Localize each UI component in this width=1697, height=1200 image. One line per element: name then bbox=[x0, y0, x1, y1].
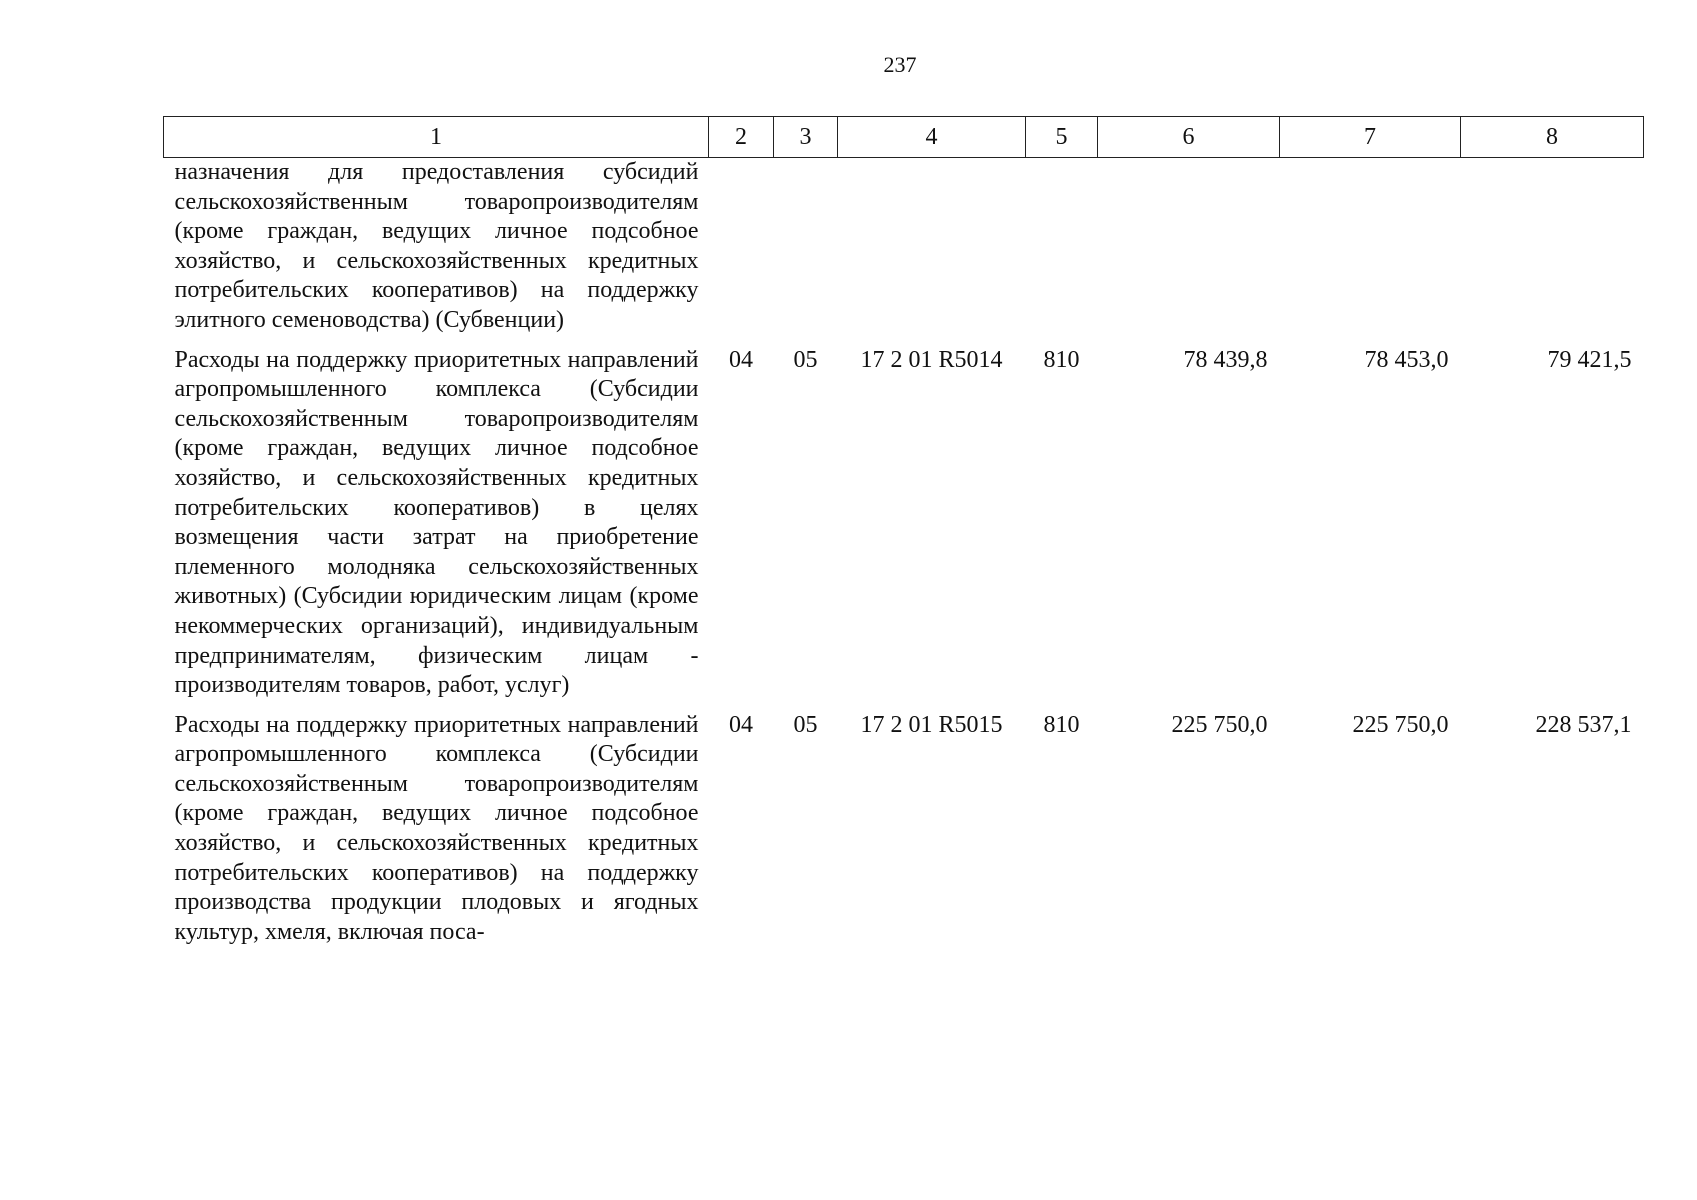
row-amount-col7 bbox=[1280, 158, 1461, 336]
row-expense-type bbox=[1026, 158, 1098, 336]
row-expense-type: 810 bbox=[1043, 711, 1080, 738]
row-description: Расходы на поддержку приоритетных направлений агропромышленного комплекса (Субсидии сельскохозяйственным товаропроизводителям (кроме граждан, ведущих личное подсобное хозяйство, и сельскохозяйственных кредитных потребительских кооперативов) в целях возмещения части затрат на приобретение племенного молодняка сельскохозяйственных животных) (Субсидии юридическим лицам (кроме некоммерческих организаций), индивидуальным предпринимателям, физическим лицам - производителям товаров, работ, услуг) bbox=[174, 346, 699, 699]
column-header-2: 2 bbox=[709, 117, 774, 158]
budget-table bbox=[163, 116, 1644, 947]
row-subsection: 05 bbox=[793, 346, 818, 373]
row-target-code bbox=[838, 158, 1026, 336]
column-header-7: 7 bbox=[1280, 117, 1461, 158]
column-header-1: 1 bbox=[164, 117, 709, 158]
row-target-code: 17 2 01 R5015 bbox=[860, 711, 1003, 738]
row-subsection: 05 bbox=[793, 711, 818, 738]
column-header-3: 3 bbox=[774, 117, 838, 158]
row-amount-col7: 78 453,0 bbox=[1364, 346, 1449, 373]
row-amount-col8 bbox=[1461, 158, 1644, 336]
table-row bbox=[164, 336, 1644, 701]
row-expense-type: 810 bbox=[1043, 346, 1080, 373]
row-amount-col8: 228 537,1 bbox=[1535, 711, 1632, 738]
table-row bbox=[164, 701, 1644, 948]
page-number: 237 bbox=[883, 52, 917, 77]
row-description: Расходы на поддержку приоритетных направлений агропромышленного комплекса (Субсидии сельскохозяйственным товаропроизводителям (кроме граждан, ведущих личное подсобное хозяйство, и сельскохозяйственных кредитных потребительских кооперативов) на поддержку производства продукции плодовых и ягодных культур, хмеля, включая поса- bbox=[174, 711, 699, 945]
column-header-8: 8 bbox=[1461, 117, 1644, 158]
row-amount-col7: 225 750,0 bbox=[1352, 711, 1449, 738]
row-amount-col8: 79 421,5 bbox=[1547, 346, 1632, 373]
column-header-6: 6 bbox=[1098, 117, 1280, 158]
row-target-code: 17 2 01 R5014 bbox=[860, 346, 1003, 373]
row-section: 04 bbox=[729, 711, 753, 738]
row-section bbox=[709, 158, 774, 336]
table-header bbox=[164, 117, 1644, 158]
row-subsection bbox=[774, 158, 838, 336]
row-amount-col6: 78 439,8 bbox=[1183, 346, 1268, 373]
column-header-4: 4 bbox=[838, 117, 1026, 158]
table-row bbox=[164, 158, 1644, 336]
row-description: назначения для предоставления субсидий сельскохозяйственным товаропроизводителям (кроме граждан, ведущих личное подсобное хозяйство, и сельскохозяйственных кредитных потребительских кооперативов) на поддержку элитного семеноводства) (Субвенции) bbox=[174, 159, 699, 333]
row-amount-col6 bbox=[1098, 158, 1280, 336]
row-amount-col6: 225 750,0 bbox=[1171, 711, 1268, 738]
column-header-5: 5 bbox=[1026, 117, 1098, 158]
row-section: 04 bbox=[729, 346, 753, 373]
